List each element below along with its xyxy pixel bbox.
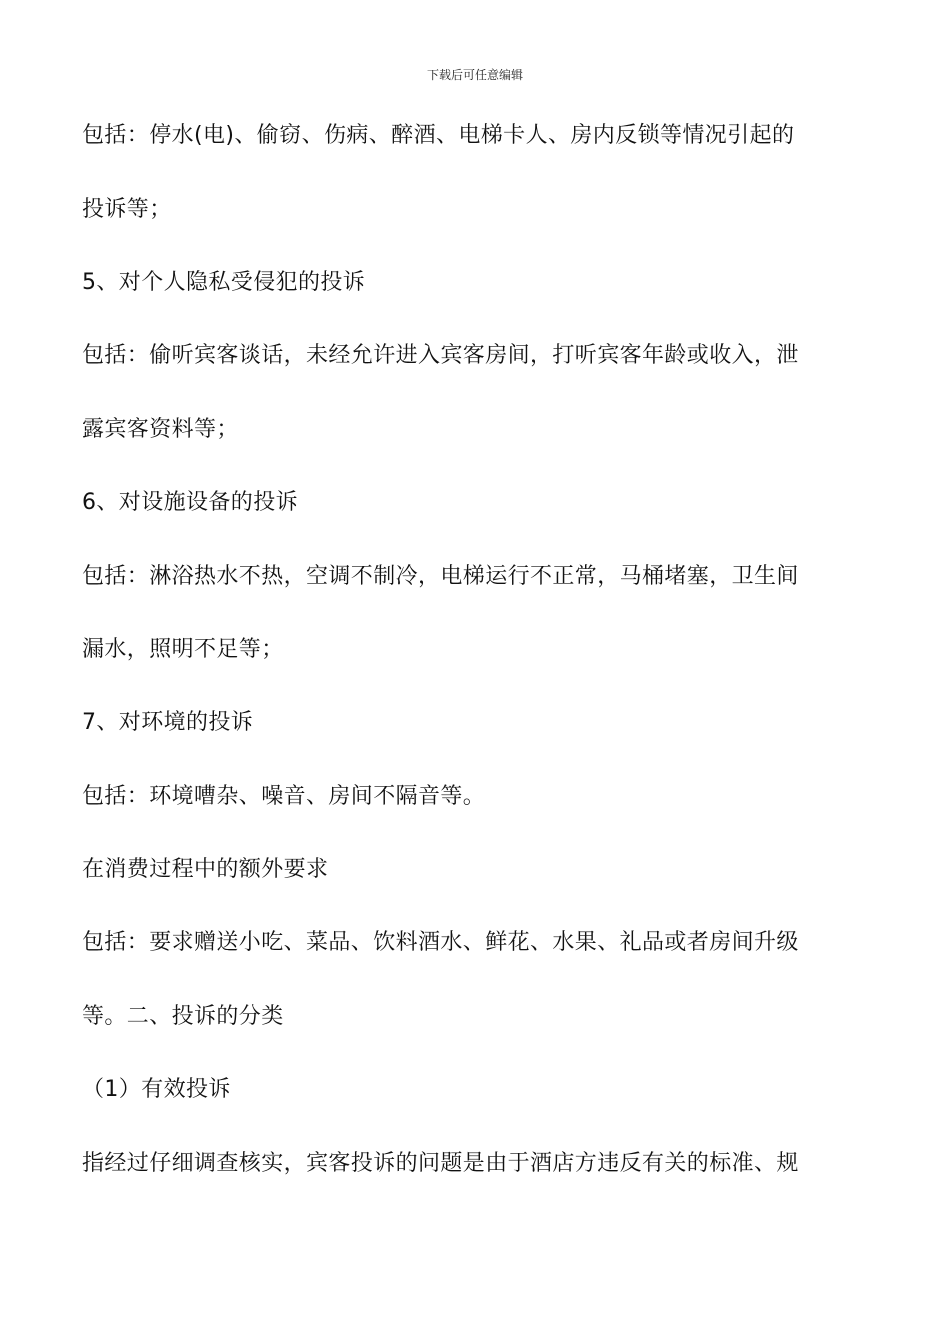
section-heading: 5、对个人隐私受侵犯的投诉: [82, 270, 366, 295]
paragraph-line: 包括：偷听宾客谈话，未经允许进入宾客房间，打听宾客年龄或收入，泄: [82, 343, 799, 368]
section-heading: 7、对环境的投诉: [82, 710, 254, 735]
paragraph-line: 指经过仔细调查核实，宾客投诉的问题是由于酒店方违反有关的标准、规: [82, 1151, 799, 1176]
section-heading: （1）有效投诉: [82, 1077, 231, 1102]
paragraph-line: 包括：淋浴热水不热，空调不制冷，电梯运行不正常，马桶堵塞，卫生间: [82, 564, 799, 589]
paragraph-line: 包括：环境嘈杂、噪音、房间不隔音等。: [82, 784, 486, 809]
paragraph-line: 露宾客资料等；: [82, 417, 239, 442]
paragraph-line: 包括：停水(电)、偷窃、伤病、醉酒、电梯卡人、房内反锁等情况引起的: [82, 123, 795, 148]
paragraph-line: 等。二、投诉的分类: [82, 1004, 284, 1029]
paragraph-line: 漏水，照明不足等；: [82, 637, 284, 662]
section-heading: 在消费过程中的额外要求: [82, 857, 329, 882]
paragraph-line: 投诉等；: [82, 197, 172, 222]
paragraph-line: 包括：要求赠送小吃、菜品、饮料酒水、鲜花、水果、礼品或者房间升级: [82, 930, 799, 955]
section-heading: 6、对设施设备的投诉: [82, 490, 298, 515]
page-header: 下载后可任意编辑: [426, 68, 523, 82]
